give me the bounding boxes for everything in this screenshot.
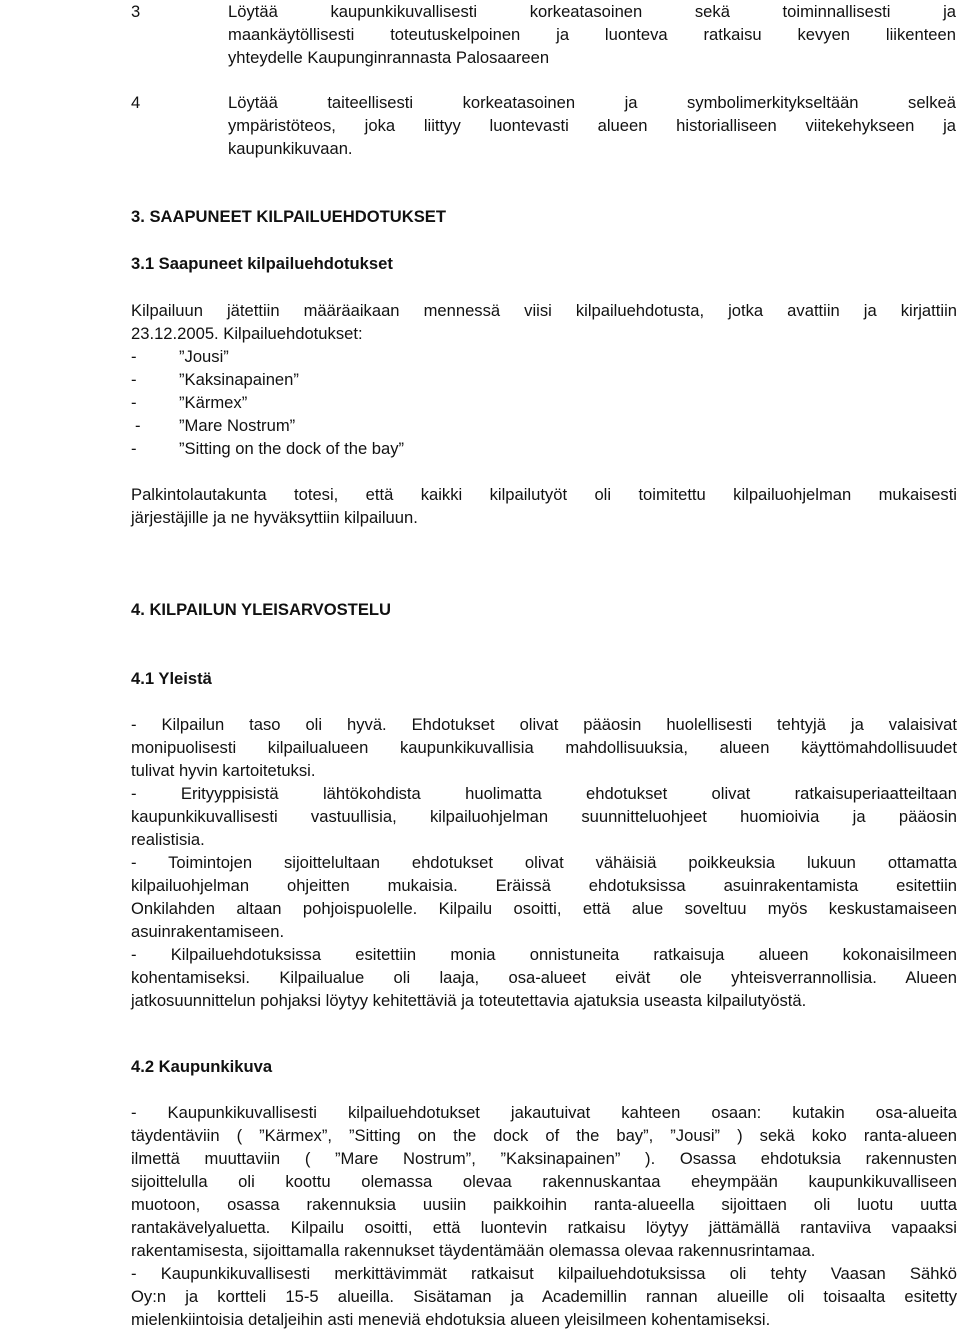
text-line: - Erityyppisistä lähtökohdista huolimatta ehdotukset olivat ratkaisuperiaatteiltaan [131, 784, 957, 803]
text-line: Palkintolautakunta totesi, että kaikki kilpailutyöt oli toimitettu kilpailuohjelman mukaisesti [131, 485, 957, 504]
list-item-text [228, 91, 956, 160]
text-line: ympäristöteos, joka liittyy luontevasti alueen historialliseen viitekehykseen ja [228, 116, 956, 135]
dash-marker: - [131, 393, 137, 412]
list-item-number: 3 [131, 2, 141, 21]
proposal-name: ”Jousi” [179, 347, 229, 366]
text-line: kilpailuohjelman ohjeitten mukaisia. Eräissä ehdotuksissa asuinrakentamista esitettiin [131, 876, 957, 895]
proposal-item [131, 368, 957, 391]
text-line: sijoittelulla oli koottu olemassa olevaa rakennuskantaa eheympään kaupunkikuvalliseen [131, 1172, 957, 1191]
subsection-heading: 4.2 Kaupunkikuva [131, 1057, 273, 1076]
text-line: asuinrakentamiseen. [131, 922, 285, 941]
paragraph [131, 483, 957, 529]
proposal-name: ”Kärmex” [179, 393, 248, 412]
text-line: yhteydelle Kaupunginrannasta Palosaareen [228, 48, 550, 67]
section-heading: 4. KILPAILUN YLEISARVOSTELU [131, 600, 392, 619]
text-line: - Kaupunkikuvallisesti kilpailuehdotukset jakautuivat kahteen osaan: kutakin osa-alueita [131, 1103, 957, 1122]
text-line: - Toimintojen sijoittelultaan ehdotukset olivat vähäisiä poikkeuksia lukuun ottamatta [131, 853, 957, 872]
proposal-list [131, 345, 957, 460]
proposal-name: ”Kaksinapainen” [179, 370, 299, 389]
text-line: kaupunkikuvallisesti vastuullisia, kilpailuohjelman suunnitteluohjeet huomioivia ja pääosin [131, 807, 957, 826]
proposal-name: ”Sitting on the dock of the bay” [179, 439, 405, 458]
dash-marker: - [131, 439, 137, 458]
text-line: monipuolisesti kilpailualueen kaupunkikuvallisia mahdollisuuksia, alueen käyttömahdollisuudet [131, 738, 957, 757]
list-item-text [228, 0, 956, 69]
text-line: kaupunkikuvaan. [228, 139, 353, 158]
proposal-item [131, 345, 957, 368]
text-line: muotoon, osassa rakennuksia uusiin paikkoihin ranta-alueella sijoittaen oli luotu uutta [131, 1195, 957, 1214]
section-heading: 3. SAAPUNEET KILPAILUEHDOTUKSET [131, 207, 446, 226]
text-line: kohentamiseksi. Kilpailualue oli laaja, osa-alueet eivät ole yhteisverrannollisia. Alueen [131, 968, 957, 987]
text-line: maankäytöllisesti toteutuskelpoinen ja luonteva ratkaisu kevyen liikenteen [228, 25, 956, 44]
text-line: - Kilpailun taso oli hyvä. Ehdotukset olivat pääosin huolellisesti tehtyjä ja valaisivat [131, 715, 957, 734]
text-line: järjestäjille ja ne hyväksyttiin kilpailuun. [131, 508, 418, 527]
text-line: jatkosuunnittelun pohjaksi löytyy kehitettäviä ja toteutettavia ajatuksia useasta kilpailutyöstä. [131, 991, 807, 1010]
text-line: Kilpailuun jätettiin määräaikaan mennessä viisi kilpailuehdotusta, jotka avattiin ja kirjattiin [131, 301, 957, 320]
text-line: rantakävelyaluetta. Kilpailu osoitti, että luontevin ratkaisu löytyy jättämällä rantaviiva vapaaksi [131, 1218, 957, 1237]
proposal-item [131, 391, 957, 414]
paragraph [131, 1101, 957, 1331]
dash-marker: - [131, 347, 137, 366]
proposal-item [131, 437, 957, 460]
text-line: mielenkiintoisia detaljeihin asti meneviä ehdotuksia alueen yleisilmeen kohentamiseksi. [131, 1310, 771, 1329]
list-item-number: 4 [131, 93, 141, 112]
paragraph [131, 299, 957, 345]
subsection-heading: 3.1 Saapuneet kilpailuehdotukset [131, 254, 393, 273]
dash-marker: - [135, 416, 141, 435]
text-line: Onkilahden altaan pohjoispuolelle. Kilpailu osoitti, että alue soveltuu myös keskustamaiseen [131, 899, 957, 918]
text-line: rakentamisesta, sijoittamalla rakennukset täydentämään olemassa olevaa rakennusrintamaa. [131, 1241, 816, 1260]
text-line: Löytää taiteellisesti korkeatasoinen ja symbolimerkitykseltään selkeä [228, 93, 956, 112]
text-line: realistisia. [131, 830, 205, 849]
proposal-item [131, 414, 957, 437]
text-line: ilmettä muuttaviin ( ”Mare Nostrum”, ”Kaksinapainen” ). Osassa ehdotuksia rakennusten [131, 1149, 957, 1168]
text-line: - Kaupunkikuvallisesti merkittävimmät ratkaisut kilpailuehdotuksissa oli tehty Vaasan Sähkö [131, 1264, 957, 1283]
paragraph [131, 713, 957, 1012]
text-line: - Kilpailuehdotuksissa esitettiin monia onnistuneita ratkaisuja alueen kokonaisilmeen [131, 945, 957, 964]
dash-marker: - [131, 370, 137, 389]
text-line: Oy:n ja kortteli 15-5 alueilla. Sisätaman ja Academillin rannan alueille oli toisaalta esitetty [131, 1287, 957, 1306]
text-line: täydentäviin ( ”Kärmex”, ”Sitting on the dock of the bay”, ”Jousi” ) sekä koko ranta-alueen [131, 1126, 957, 1145]
text-line: Löytää kaupunkikuvallisesti korkeatasoinen sekä toiminnallisesti ja [228, 2, 956, 21]
text-line: 23.12.2005. Kilpailuehdotukset: [131, 324, 363, 343]
text-line: tulivat hyvin kartoitetuksi. [131, 761, 316, 780]
subsection-heading: 4.1 Yleistä [131, 669, 212, 688]
proposal-name: ”Mare Nostrum” [179, 416, 296, 435]
